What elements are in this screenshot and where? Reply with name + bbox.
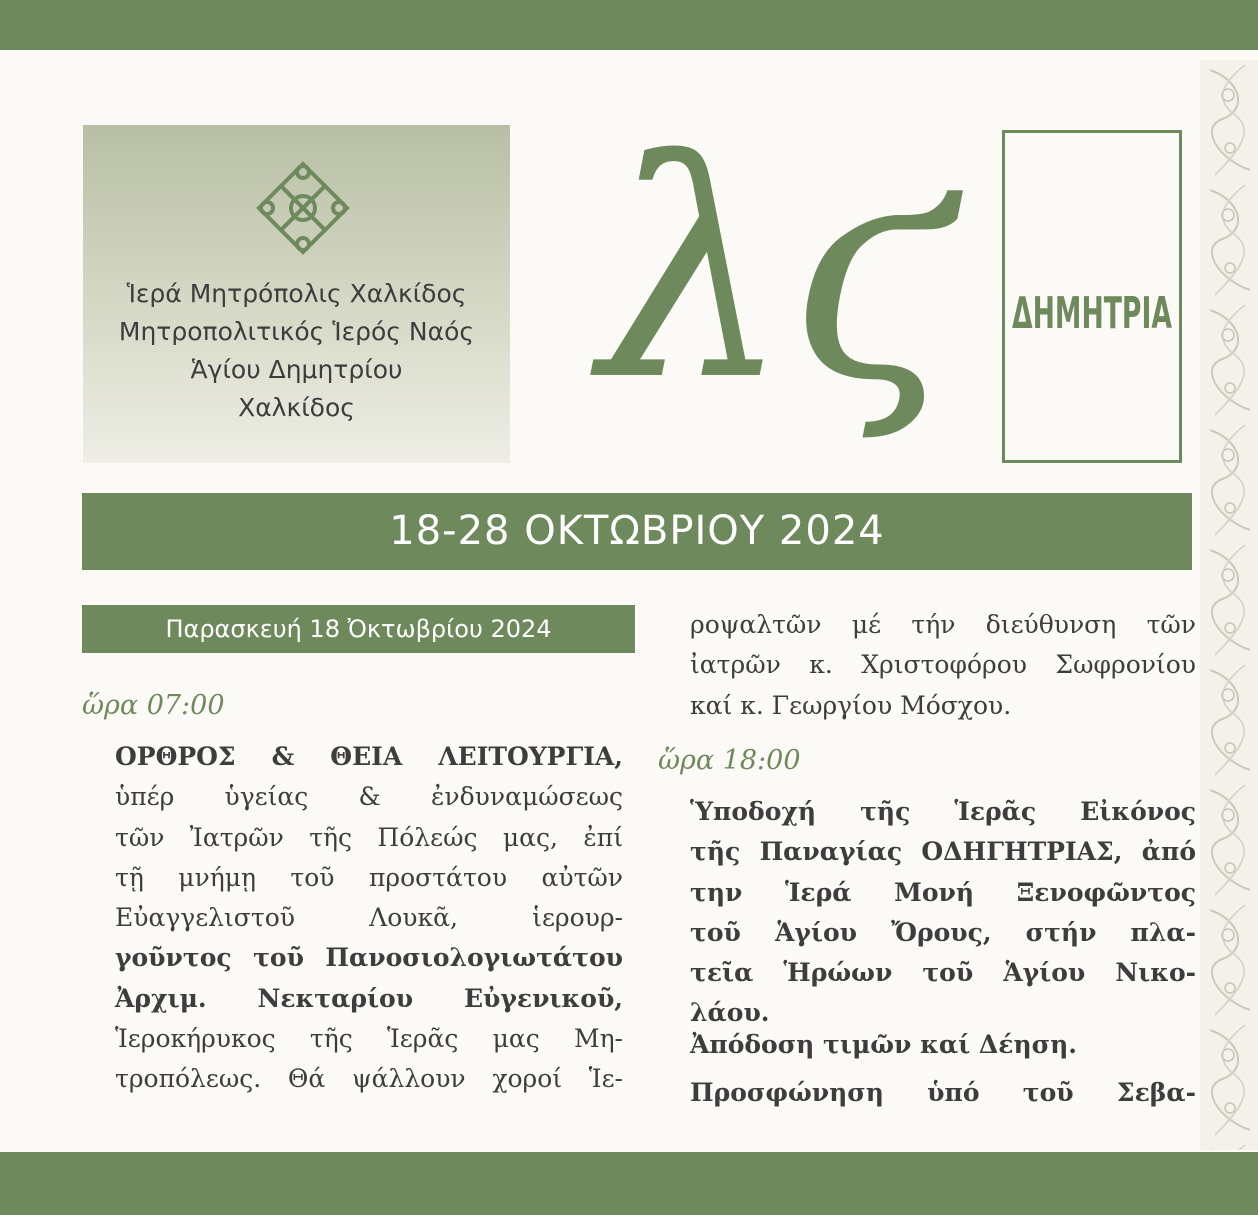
date-banner: 18-28 ΟΚΤΩΒΡΙΟΥ 2024 bbox=[82, 493, 1192, 570]
text-line: τῶν Ἰατρῶν τῆς Πόλεώς μας, ἐπί bbox=[115, 822, 623, 852]
text-line: Ὑποδοχή τῆς Ἱερᾶς Εἰκόνος bbox=[690, 797, 1196, 826]
text-line: γοῦντος τοῦ Πανοσιολογιωτάτου bbox=[115, 943, 623, 973]
day-banner: Παρασκευή 18 Ὀκτωβρίου 2024 bbox=[82, 605, 635, 653]
bottom-band bbox=[0, 1152, 1258, 1215]
header-line: Μητροπολιτικός Ἱερός Ναός bbox=[118, 317, 475, 346]
text-line: την Ἱερά Μονή Ξενοφῶντος bbox=[690, 877, 1196, 907]
event-description-continuation bbox=[690, 605, 1196, 726]
header-text bbox=[83, 275, 510, 427]
text-line: ΟΡΘΡΟΣ & ΘΕΙΑ ΛΕΙΤΟΥΡΓΙΑ, bbox=[115, 742, 623, 771]
event-time: ὥρα 07:00 bbox=[82, 690, 225, 721]
text-line: Ἀπόδοση τιμῶν καί Δέηση. bbox=[690, 1030, 1077, 1059]
text-line: Ἱεροκήρυκος τῆς Ἱερᾶς μας Μη- bbox=[115, 1024, 623, 1054]
header-line: Χαλκίδος bbox=[238, 393, 355, 422]
monogram-logo bbox=[600, 97, 959, 480]
text-line: τεῖα Ἡρώων τοῦ Ἁγίου Νικο- bbox=[690, 958, 1196, 988]
event-description bbox=[690, 792, 1196, 1034]
event-extra bbox=[690, 1025, 1196, 1114]
text-line: τῇ μνήμῃ τοῦ προστάτου αὐτῶν bbox=[115, 862, 623, 892]
text-line: ἰατρῶν κ. Χριστοφόρου Σωφρονίου bbox=[690, 650, 1196, 680]
top-band bbox=[0, 0, 1258, 50]
monogram-text: λϛ bbox=[600, 97, 959, 446]
header-line: Ἱερά Μητρόπολις Χαλκίδος bbox=[126, 279, 467, 308]
dimitria-logo bbox=[1005, 133, 1179, 460]
event-time: ὥρα 18:00 bbox=[658, 745, 801, 776]
header-line: Ἁγίου Δημητρίου bbox=[190, 355, 403, 384]
text-line: τροπόλεως. Θά ψάλλουν χοροί Ἱε- bbox=[115, 1064, 623, 1094]
dimitria-logo-text: ΔΗΜΗΤΡΙΑ bbox=[1012, 288, 1172, 339]
text-line: ὑπέρ ὑγείας & ἐνδυναμώσεως bbox=[115, 782, 623, 812]
floral-ornament-strip bbox=[1200, 60, 1258, 1150]
text-line: λάου. bbox=[690, 998, 770, 1028]
text-line: τοῦ Ἁγίου Ὄρους, στήν πλα- bbox=[690, 917, 1196, 947]
text-line: τῆς Παναγίας ΟΔΗΓΗΤΡΙΑΣ, ἀπό bbox=[690, 837, 1196, 867]
event-description bbox=[115, 737, 623, 1100]
text-line: ροψαλτῶν μέ τήν διεύθυνση τῶν bbox=[690, 610, 1196, 639]
celtic-knot-emblem-icon bbox=[253, 158, 353, 258]
text-line: καί κ. Γεωργίου Μόσχου. bbox=[690, 690, 1012, 720]
text-line: Ἀρχιμ. Νεκταρίου Εὐγενικοῦ, bbox=[115, 983, 623, 1013]
text-line: Εὐαγγελιστοῦ Λουκᾶ, ἱερουρ- bbox=[115, 903, 623, 933]
text-line: Προσφώνηση ὑπό τοῦ Σεβα- bbox=[690, 1078, 1196, 1108]
dimitria-logo-box bbox=[1002, 130, 1182, 463]
